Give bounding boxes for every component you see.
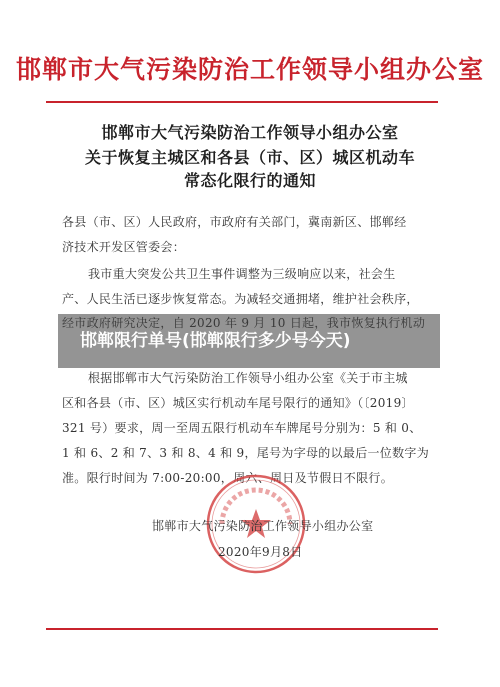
body-line: 准。限行时间为 7:00-20:00，周六、周日及节假日不限行。 — [62, 471, 393, 485]
signature-date: 2020年9月8日 — [218, 545, 303, 559]
document-title-line-3: 常态化限行的通知 — [183, 171, 316, 190]
signature-org: 邯郸市大气污染防治工作领导小组办公室 — [152, 519, 374, 533]
body-line: 各县（市、区）人民政府，市政府有关部门，冀南新区、邯郸经 — [62, 215, 407, 229]
body-line: 产、人民生活已逐步恢复常态。为减轻交通拥堵，维护社会秩序， — [62, 292, 419, 306]
body-line: 根据邯郸市大气污染防治工作领导小组办公室《关于市主城 — [88, 371, 408, 385]
body-line: 我市重大突发公共卫生事件调整为三级响应以来，社会生 — [88, 267, 396, 281]
footer-divider — [46, 628, 438, 630]
body-line: 1 和 6、2 和 7、3 和 8、4 和 9，尾号为字母的以最后一位数字为 — [62, 446, 429, 460]
letterhead-title: 邯郸市大气污染防治工作领导小组办公室 — [15, 55, 484, 84]
body-line: 321 号）要求，周一至周五限行机动车车牌尾号分别为：5 和 0、 — [62, 421, 422, 435]
image-caption: 邯郸限行单号(邯郸限行多少号今天) — [80, 331, 351, 351]
letterhead-divider — [46, 101, 438, 103]
document-title-line-2: 关于恢复主城区和各县（市、区）城区机动车 — [84, 148, 415, 167]
document-title-line-1: 邯郸市大气污染防治工作领导小组办公室 — [101, 123, 399, 142]
body-line: 区和各县（市、区）城区实行机动车尾号限行的通知》（〔2019〕 — [62, 396, 414, 410]
body-line: 济技术开发区管委会： — [62, 240, 186, 254]
